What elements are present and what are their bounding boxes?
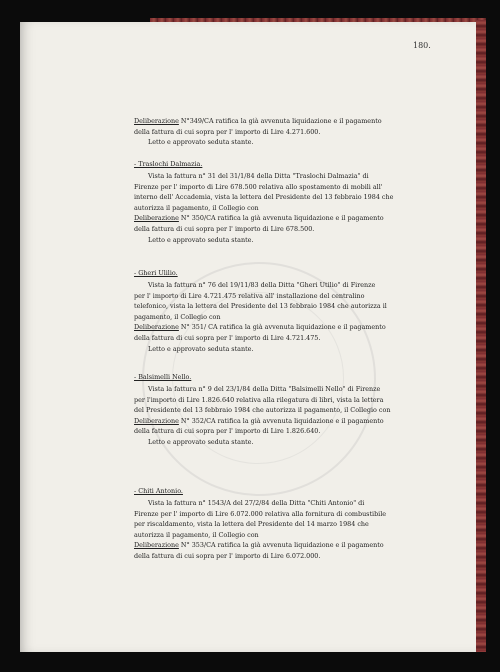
deliberazione-label: Deliberazione — [134, 117, 179, 125]
line-text: Vista la fattura n° 31 del 31/1/84 della Ditta "Traslochi Dalmazia" di — [148, 172, 369, 180]
text-line — [134, 193, 393, 202]
line-text: autorizza il pagamento, il Collegio con — [134, 203, 259, 212]
line-text: per l'importo di Lire 1.826.640 relativa alla rilegatura di libri, vista la lettera — [134, 395, 384, 404]
text-line — [148, 172, 369, 181]
text-line — [134, 302, 387, 311]
section-heading: - Traslochi Dalmazia. — [134, 160, 203, 168]
text-line — [134, 417, 384, 426]
line-text: pagamento, il Collegio con — [134, 312, 221, 321]
line-text: Letto e approvato seduta stante. — [148, 344, 254, 353]
line-text: Firenze per l' importo di Lire 678.500 relativa allo spostamento di mobili all' — [134, 182, 383, 191]
section-heading: - Balsimelli Nello. — [134, 373, 192, 381]
line-text: Letto e approvato seduta stante. — [148, 138, 254, 147]
line-text: del Presidente del 13 febbraio 1984 che autorizza il pagamento, il Collegio con — [134, 406, 391, 415]
line-text: autorizza il pagamento, il Collegio con — [134, 530, 259, 539]
text-line — [148, 236, 253, 245]
text-line — [134, 117, 382, 126]
book-binding-edge — [476, 20, 486, 652]
text-line — [148, 138, 253, 147]
deliberazione-label: Deliberazione — [134, 541, 179, 550]
text-line — [134, 204, 259, 213]
line-text: per l' importo di Lire 4.721.475 relativa all' installazione del centralino — [134, 291, 365, 300]
text-line — [148, 345, 253, 354]
text-line — [134, 541, 384, 550]
deliberazione-label: Deliberazione — [134, 214, 179, 223]
text-line — [148, 385, 380, 394]
text-line — [134, 510, 386, 519]
text-line — [134, 406, 390, 415]
text-line — [134, 334, 320, 343]
line-text: N°349/CA ratifica la già avvenuta liquidazione e il pagamento — [178, 117, 382, 125]
text-line — [134, 214, 384, 223]
line-text: interno dell' Accademia, vista la lettera del Presidente del 13 febbraio 1984 che — [134, 193, 394, 202]
document-page — [20, 22, 476, 652]
line-text: N° 352/CA ratifica la già avvenuta liquidazione e il pagamento — [178, 416, 384, 425]
text-line — [134, 427, 320, 436]
line-text: N° 351/ CA ratifica la già avvenuta liquidazione e il pagamento — [178, 323, 386, 332]
text-line — [134, 225, 314, 234]
text-line — [134, 531, 259, 540]
line-text: della fattura di cui sopra per l' importo di Lire 4.271.600. — [134, 127, 321, 136]
line-text: della fattura di cui sopra per l' importo di Lire 1.826.640. — [134, 427, 321, 436]
line-text: Letto e approvato seduta stante. — [148, 438, 254, 446]
line-text: Vista la fattura n° 76 del 19/11/83 della Ditta "Gheri Utilio" di Firenze — [148, 281, 376, 289]
line-text: della fattura di cui sopra per l' importo di Lire 4.721.475. — [134, 334, 321, 342]
line-text: Vista la fattura n° 1543/A del 27/2/84 della Ditta "Chiti Antonio" di — [148, 499, 365, 507]
line-text: per riscaldamento, vista la lettera del Presidente del 14 marzo 1984 che — [134, 520, 369, 529]
deliberazione-label: Deliberazione — [134, 416, 179, 425]
text-line — [134, 396, 383, 405]
page-number: 180. — [413, 41, 431, 50]
text-line — [134, 313, 221, 322]
line-text: N° 353/CA ratifica la già avvenuta liquidazione e il pagamento — [178, 541, 384, 550]
line-text: della fattura di cui sopra per l' importo di Lire 678.500. — [134, 225, 315, 233]
line-text: Firenze per l' importo di Lire 6.072.000 relativa alla fornitura di combustibile — [134, 509, 387, 518]
line-text: Letto e approvato seduta stante. — [148, 235, 254, 244]
text-line — [134, 520, 369, 529]
deliberazione-label: Deliberazione — [134, 323, 179, 332]
text-line — [134, 292, 364, 301]
text-line — [148, 499, 364, 508]
text-line — [134, 552, 320, 561]
section-heading: - Chiti Antonio. — [134, 487, 183, 495]
text-line — [148, 281, 375, 290]
text-line — [134, 323, 386, 332]
section-heading: - Gheri Ulilio. — [134, 269, 178, 277]
text-line — [134, 183, 383, 192]
text-line — [148, 438, 253, 447]
line-text: telefonico, vista la lettera del Presidente del 13 febbraio 1984 che autorizza il — [134, 302, 387, 311]
line-text: Vista la fattura n° 9 del 23/1/84 della Ditta "Balsimelli Nello" di Firenze — [148, 385, 381, 393]
line-text: N° 350/CA ratifica la già avvenuta liquidazione e il pagamento — [178, 214, 384, 223]
line-text: della fattura di cui sopra per l' importo di Lire 6.072.000. — [134, 552, 321, 560]
text-line — [134, 128, 320, 137]
